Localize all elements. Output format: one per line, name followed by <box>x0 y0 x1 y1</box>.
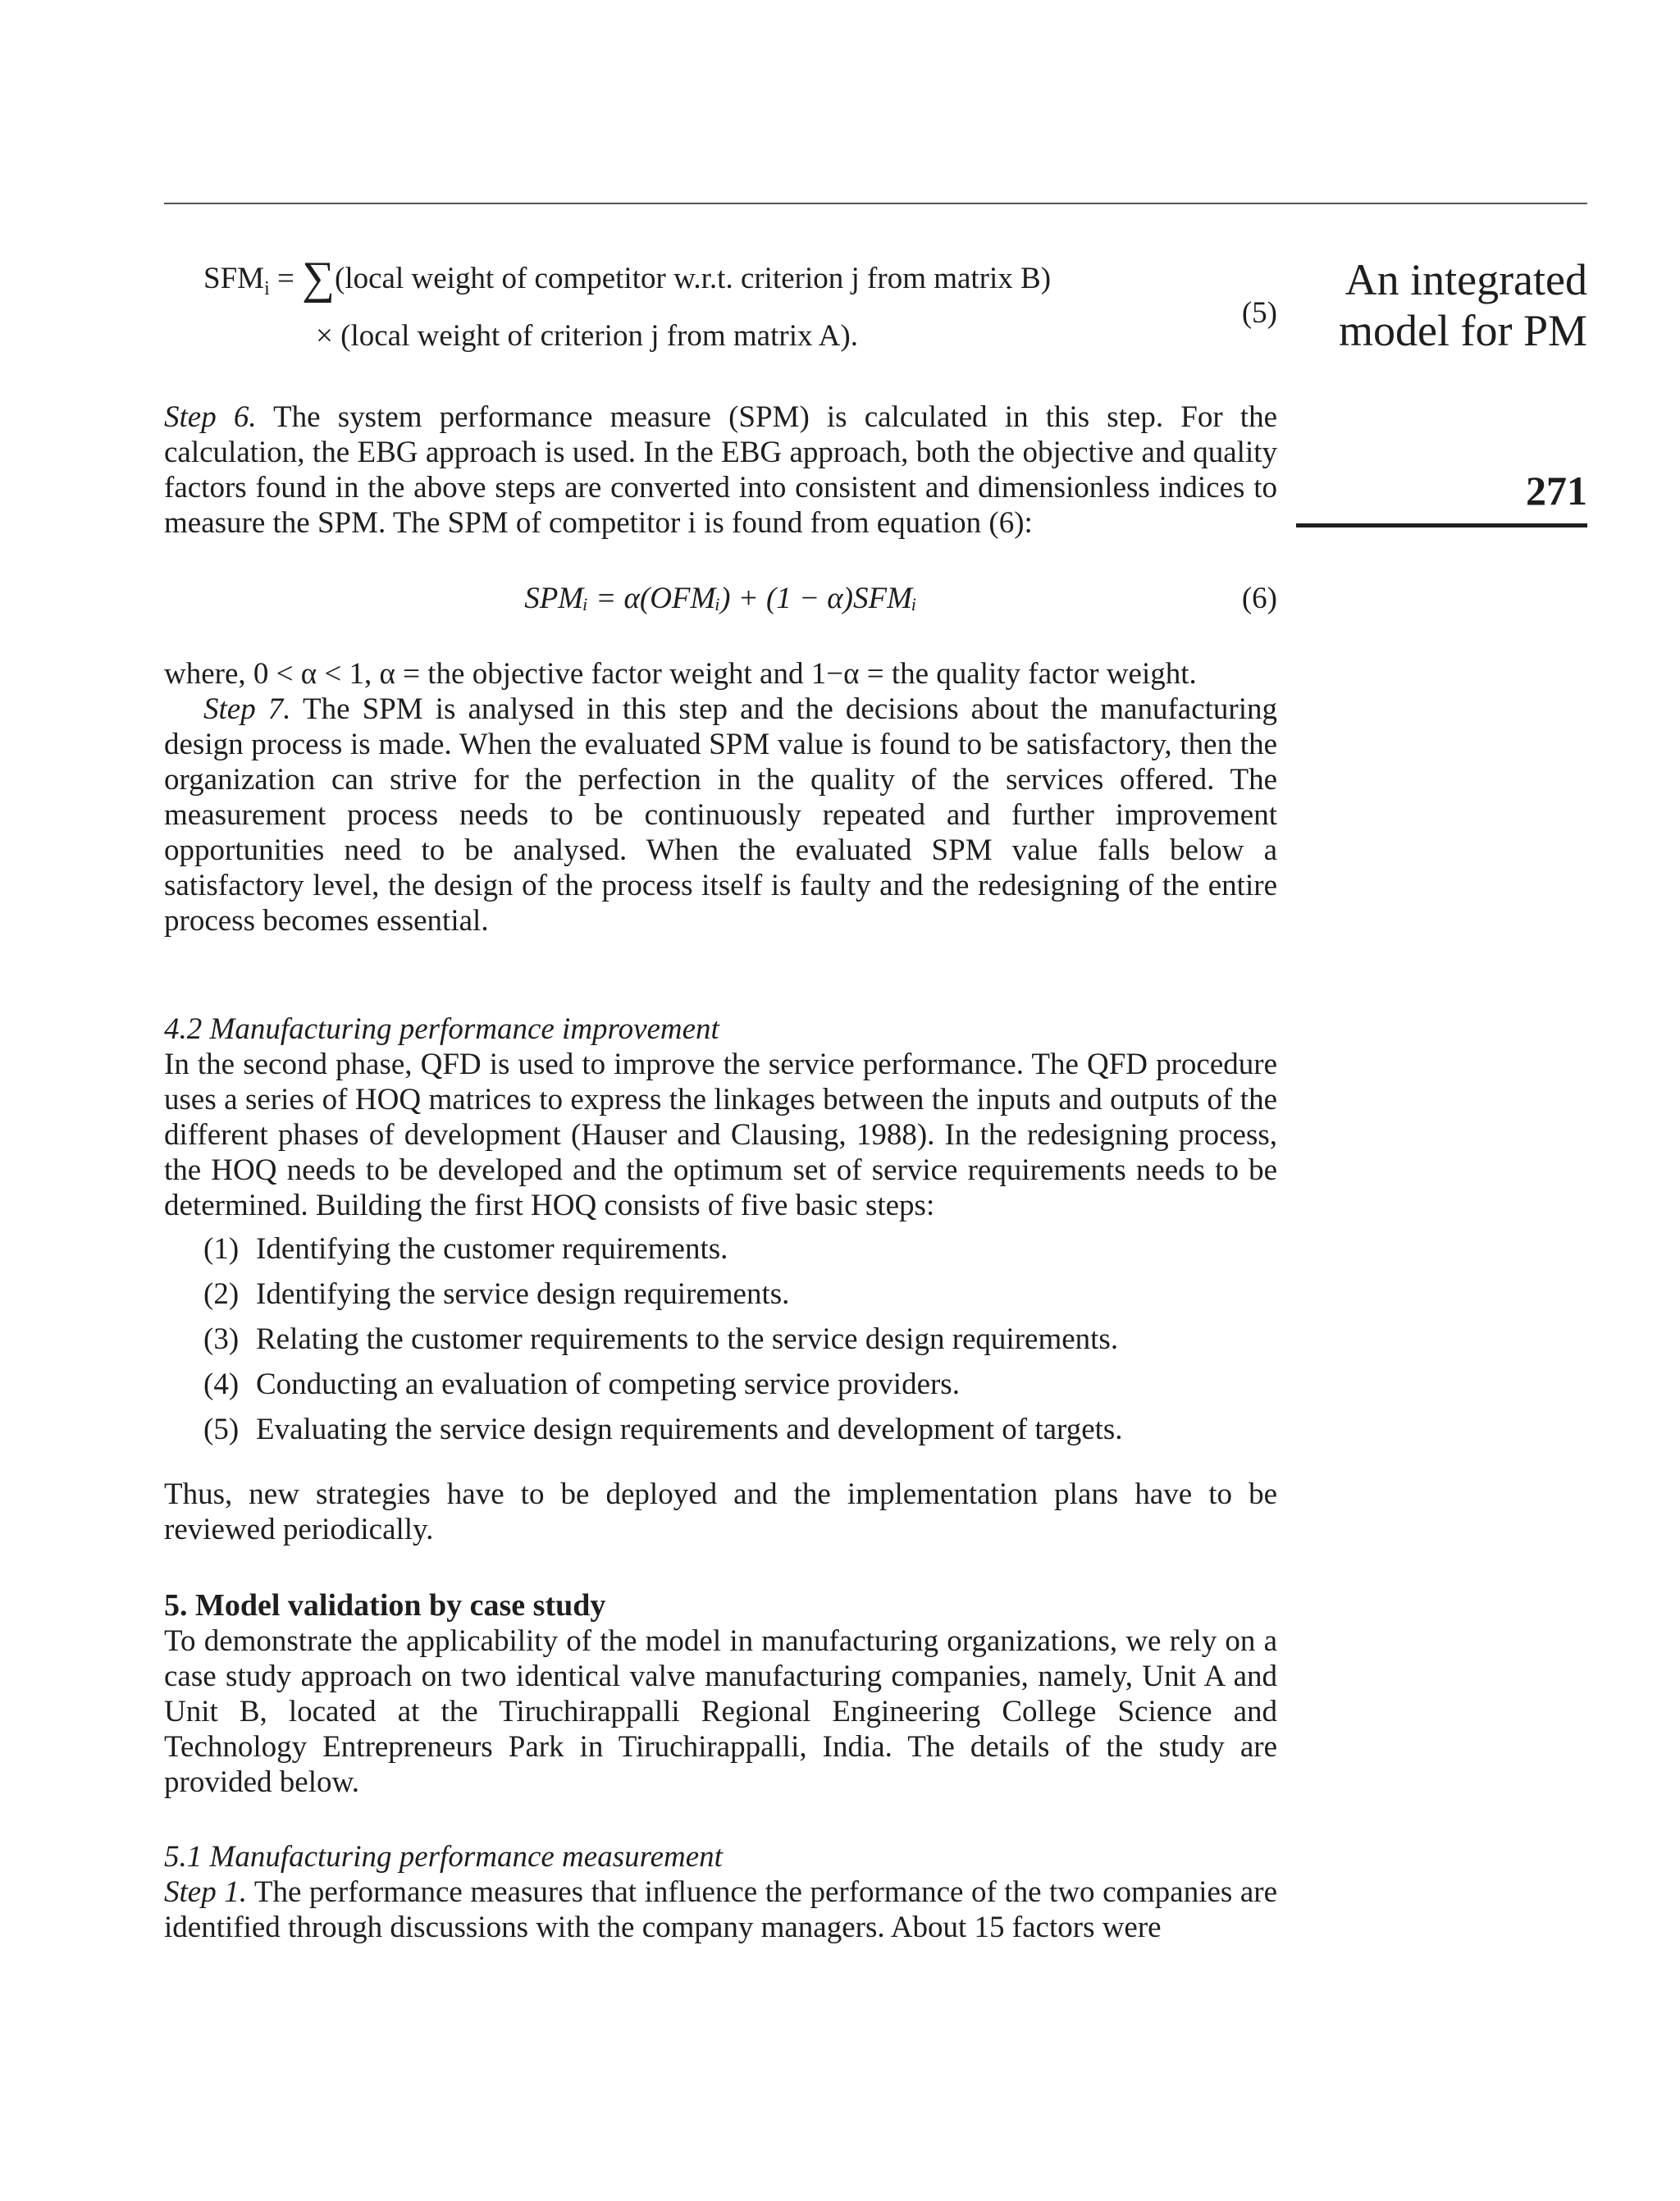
section-5-paragraph: To demonstrate the applicability of the model in manufacturing organizations, we rely on a case study approach on two identical valve manufacturing companies, namely, Unit A and Unit B, located at the Tiruchirappalli Regional Engineering College Science and Technology Entrepreneurs Park in Tiruchirappalli, India. The details of the study are provided below. <box>164 1624 1277 1799</box>
summation-symbol: ∑ <box>302 253 336 304</box>
section-5-1 <box>164 1839 1277 1945</box>
list-item-text: Evaluating the service design requirements and development of targets. <box>256 1413 1123 1446</box>
eq5-equals: = <box>276 262 294 295</box>
page-number: 271 <box>1526 468 1587 514</box>
step-6-text: The system performance measure (SPM) is calculated in this step. For the calculation, the EBG approach is used. In the EBG approach, both the objective and quality factors found in the above steps are converted into consistent and dimensionless indices to measure the SPM. The SPM of competitor i is found from equation (6): <box>164 400 1278 540</box>
list-item-text: Identifying the customer requirements. <box>256 1232 728 1266</box>
section-4-2 <box>164 1011 1277 1457</box>
section-5-1-step-1-paragraph <box>164 1875 1277 1945</box>
list-item-number: (4) <box>203 1368 240 1401</box>
section-5-heading: 5. Model validation by case study <box>164 1588 606 1623</box>
eq5-lhs: SFM <box>203 262 265 295</box>
list-item-text: Identifying the service design requirements. <box>256 1277 790 1311</box>
closing-paragraph: Thus, new strategies have to be deployed and the implementation plans have to be reviewed periodically. <box>164 1477 1277 1546</box>
list-item-number: (5) <box>203 1413 240 1446</box>
hoq-steps-list <box>164 1231 1277 1447</box>
equation-5-line-1 <box>203 253 1052 307</box>
step-7-paragraph <box>164 692 1277 938</box>
equation-5-line-2: × (local weight of criterion j from matrix A). <box>316 319 858 353</box>
equation-6-number: (6) <box>1241 582 1277 615</box>
where-step-7-block <box>164 656 1277 938</box>
section-4-2-paragraph: In the second phase, QFD is used to improve the service performance. The QFD procedure uses a series of HOQ matrices to express the linkages between the inputs and outputs of the different phases of development (Hauser and Clausing, 1988). In the redesigning process, the HOQ needs to be developed and the optimum set of service requirements needs to be determined. Building the first HOQ consists of five basic steps: <box>164 1048 1277 1222</box>
step-7-label: Step 7. <box>203 692 291 726</box>
step-6-paragraph <box>164 400 1277 541</box>
section-5-1-heading: 5.1 Manufacturing performance measurement <box>164 1840 723 1874</box>
list-item-number: (3) <box>203 1322 240 1356</box>
section-4-2-heading: 4.2 Manufacturing performance improvement <box>164 1012 719 1046</box>
list-item-text: Relating the customer requirements to the service design requirements. <box>256 1322 1119 1356</box>
equation-5-number: (5) <box>1241 296 1277 330</box>
list-item-number: (1) <box>203 1232 240 1266</box>
step-1-text: The performance measures that influence the performance of the two companies are identified through discussions with the company managers. About 15 factors were <box>164 1875 1277 1944</box>
equation-6: SPMᵢ = α(OFMᵢ) + (1 − α)SFMᵢ <box>524 582 917 615</box>
list-item <box>164 1367 1277 1402</box>
running-head-line: model for PM <box>1339 306 1587 355</box>
where-paragraph: where, 0 < α < 1, α = the objective factor weight and 1−α = the quality factor weight. <box>164 657 1197 691</box>
step-1-label: Step 1. <box>164 1875 247 1909</box>
list-item-text: Conducting an evaluation of competing service providers. <box>256 1368 960 1401</box>
section-5 <box>164 1588 1277 1800</box>
list-item <box>164 1231 1277 1267</box>
eq5-lhs-subscript: i <box>264 278 270 299</box>
list-item <box>164 1412 1277 1447</box>
running-head <box>1296 254 1587 356</box>
list-item-number: (2) <box>203 1277 240 1311</box>
closing-paragraph-block <box>164 1477 1277 1547</box>
step-6-label: Step 6. <box>164 400 257 434</box>
page-number-rule <box>1296 523 1587 527</box>
header-rule <box>164 203 1587 204</box>
list-item <box>164 1276 1277 1312</box>
eq5-term-1: (local weight of competitor w.r.t. criterion j from matrix B) <box>335 262 1052 295</box>
list-item <box>164 1322 1277 1357</box>
running-head-line: An integrated <box>1344 255 1587 304</box>
step-7-text: The SPM is analysed in this step and the decisions about the manufacturing design process is made. When the evaluated SPM value is found to be satisfactory, then the organization can strive for the perfection in the quality of the services offered. The measurement process needs to be continuously repeated and further improvement opportunities need to be analysed. When the evaluated SPM value falls below a satisfactory level, the design of the process itself is faulty and the redesigning of the entire process becomes essential. <box>164 692 1278 938</box>
